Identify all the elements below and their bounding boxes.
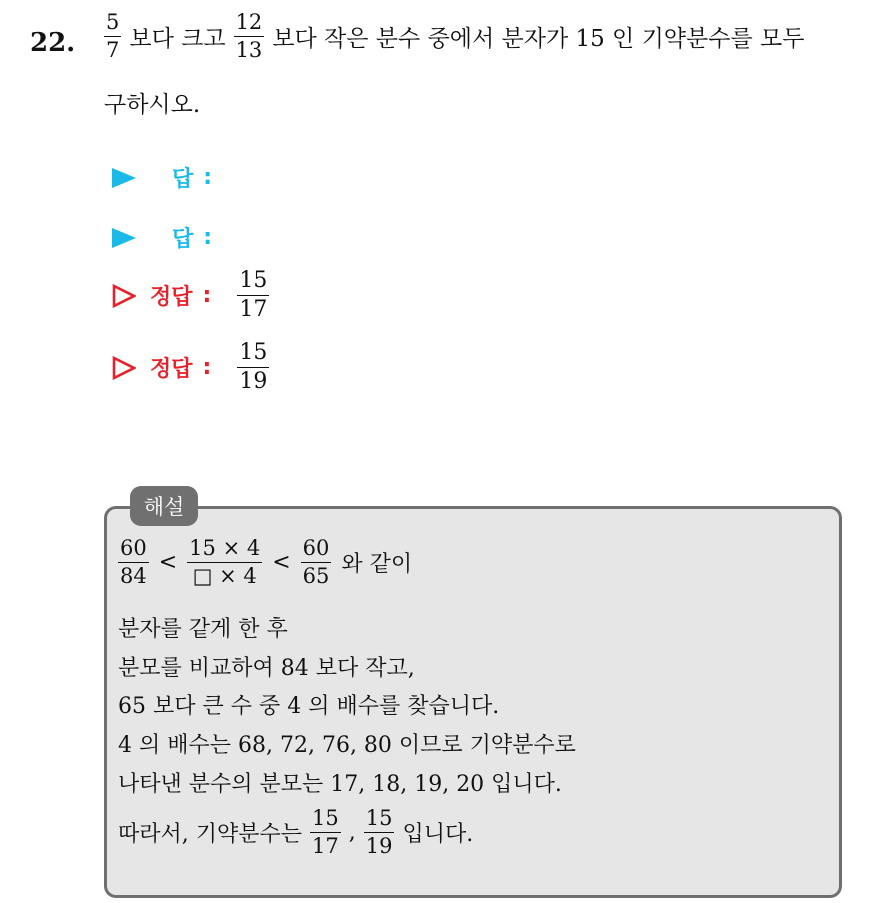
solution-label: 정답 [150, 357, 193, 382]
numerator: 15 [237, 342, 269, 368]
denominator: 17 [239, 297, 268, 322]
explanation-line: 65 보다 큰 수 중 4 의 배수를 찾습니다. [118, 694, 500, 719]
numerator: 15 [310, 808, 341, 833]
less-than-sign: < [272, 550, 291, 575]
answer-colon: : [203, 225, 213, 250]
answer-label: 답 [172, 227, 194, 252]
fraction-60-65 [301, 538, 332, 587]
question-number: 22. [30, 28, 76, 58]
explanation-inequality [118, 538, 412, 587]
explanation-tag: 해설 [130, 486, 198, 526]
explanation-conclusion [118, 808, 473, 857]
denominator: □ × 4 [192, 564, 257, 588]
numerator: 60 [301, 538, 332, 563]
answer-colon: : [203, 165, 213, 190]
question-line-1 [104, 12, 804, 61]
explanation-line: 나타낸 분수의 분모는 17, 18, 19, 20 입니다. [118, 772, 562, 797]
answer-label: 답 [172, 167, 194, 192]
fraction-60-84 [118, 538, 149, 587]
answer-row-2 [112, 222, 212, 253]
denominator: 19 [239, 369, 268, 394]
fraction-5-7 [104, 12, 121, 61]
explanation-line: 4 의 배수는 68, 72, 76, 80 이므로 기약분수로 [118, 733, 576, 758]
solution-fraction [237, 270, 269, 321]
numerator: 15 [364, 808, 395, 833]
denominator: 19 [365, 834, 393, 858]
question-text-b: 보다 작은 분수 중에서 분자가 15 인 기약분수를 모두 [272, 26, 805, 52]
play-triangle-icon [112, 228, 136, 248]
denominator: 7 [106, 38, 120, 62]
explanation-line: 분자를 같게 한 후 [118, 617, 288, 642]
denominator: 65 [302, 564, 330, 588]
play-triangle-icon [112, 168, 136, 188]
fraction-15x4-boxx4 [187, 538, 262, 587]
conclusion-lead: 따라서, 기약분수는 [118, 822, 303, 847]
conclusion-tail: 입니다. [402, 822, 474, 847]
numerator: 60 [118, 538, 149, 563]
solution-row-2 [112, 342, 269, 393]
denominator: 17 [312, 834, 339, 858]
outline-triangle-icon [112, 284, 136, 308]
less-than-sign: < [158, 550, 178, 575]
solution-colon: : [202, 355, 212, 380]
explanation-line: 분모를 비교하여 84 보다 작고, [118, 656, 415, 681]
numerator: 15 × 4 [187, 538, 262, 563]
fraction-15-17 [310, 808, 341, 857]
fraction-15-19 [364, 808, 395, 857]
numerator: 5 [104, 12, 121, 37]
solution-label: 정답 [150, 285, 193, 310]
fraction-12-13 [234, 12, 265, 61]
numerator: 12 [234, 12, 265, 37]
denominator: 84 [120, 564, 147, 588]
comma: , [348, 820, 356, 845]
question-line-2: 구하시오. [104, 92, 201, 118]
numerator: 15 [237, 270, 269, 296]
answer-row-1 [112, 162, 212, 193]
outline-triangle-icon [112, 356, 136, 380]
solution-row-1 [112, 270, 269, 321]
explanation-tail: 와 같이 [341, 552, 413, 577]
solution-fraction [237, 342, 269, 393]
solution-colon: : [202, 283, 212, 308]
question-text-a: 보다 크고 [129, 26, 226, 52]
denominator: 13 [235, 38, 263, 62]
